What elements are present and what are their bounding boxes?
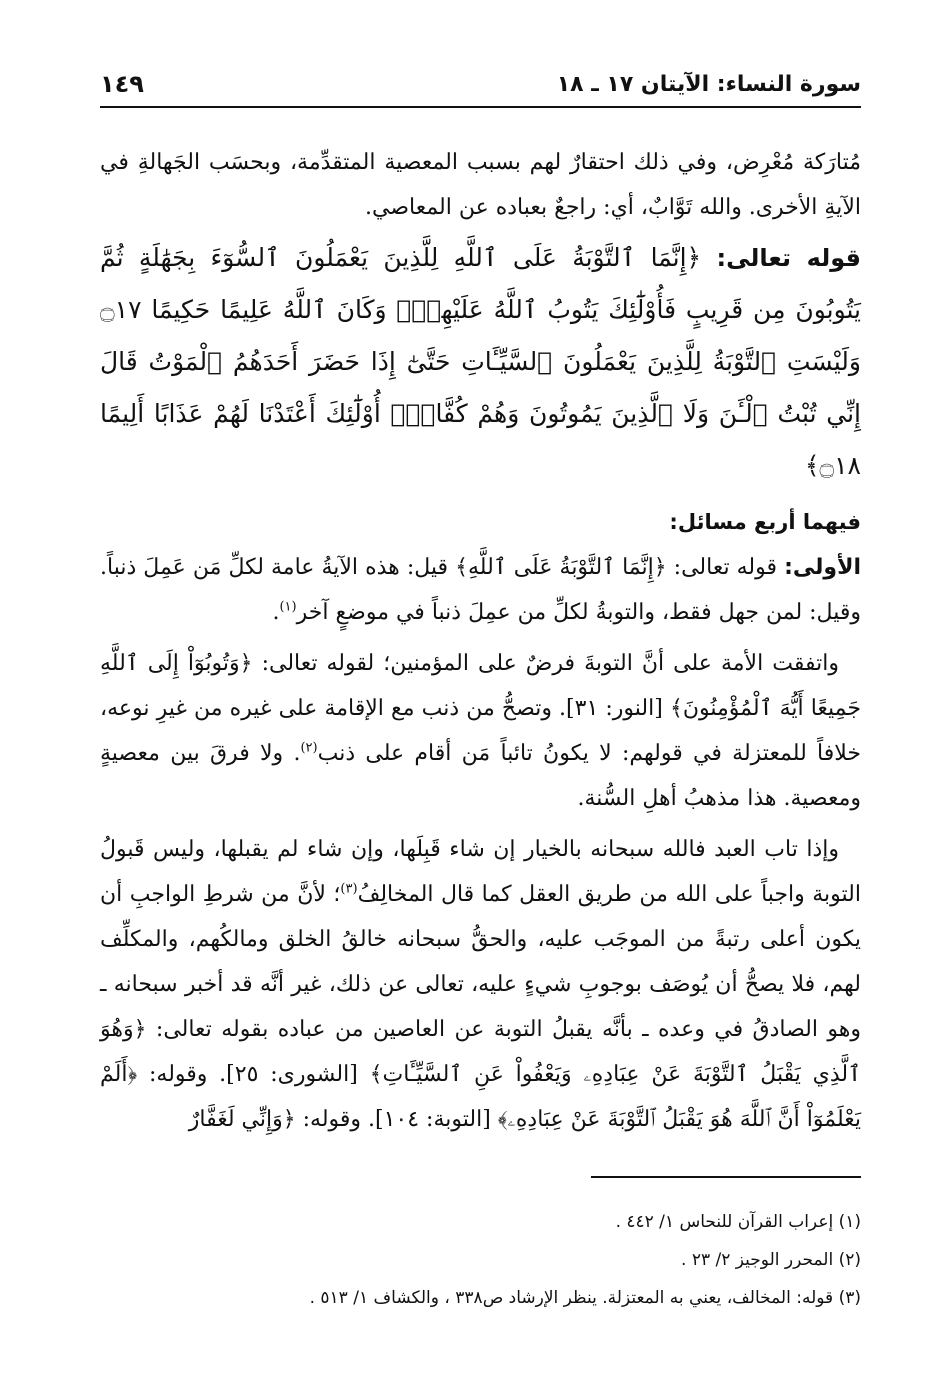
page-header [100,68,861,108]
issue-one [100,545,861,635]
paragraph-intro: مُتارَكة مُعْرِض، وفي ذلك احتقارٌ لهم بسبب المعصية المتقدِّمة، وبحسَب الجَهالةِ في الآيةِ الأخرى. والله تَوَّابٌ، أي: راجعٌ بعباده عن المعاصي. [100,150,861,220]
footnote-ref-1[interactable]: (١) [279,599,297,615]
issue-one-label: الأولى: [784,555,861,580]
footnotes [100,1203,861,1317]
ummah-text-b: . ولا فرقَ بين معصيةٍ ومعصية. هذا مذهبُ أهلِ السُّنة. [100,741,861,811]
main-text [100,140,861,1142]
issue-one-text: قوله تعالى: ﴿إِنَّمَا ٱلتَّوْبَةُ عَلَى ٱللَّهِ﴾ قيل: هذه الآيةُ عامة لكلِّ مَن عَمِلَ ذنباً. وقيل: لمن جهل فقط، والتوبةُ لكلِّ من عمِلَ ذنباً في موضعٍ آخر [100,555,861,625]
running-title: سورة النساء: الآيتان ١٧ ـ ١٨ [556,72,861,97]
footnote-rule [591,1176,861,1178]
verse-text: ﴿إِنَّمَا ٱلتَّوْبَةُ عَلَى ٱللَّهِ لِلَّذِينَ يَعْمَلُونَ ٱلسُّوٓءَ بِجَهَٰلَةٍ ثُمَّ يَتُوبُونَ مِن قَرِيبٍ فَأُوْلَٰٓئِكَ يَتُوبُ ٱللَّهُ عَلَيْهِمْۗ وَكَانَ ٱللَّهُ عَلِيمًا حَكِيمًا ۝١٧ وَلَيْسَتِ ٱلتَّوْبَةُ لِلَّذِينَ يَعْمَلُونَ ٱلسَّيِّـَٔاتِ حَتَّىٰٓ إِذَا حَضَرَ أَحَدَهُمُ ٱلْمَوْتُ قَالَ إِنِّي تُبْتُ ٱلْـَٔنَ وَلَا ٱلَّذِينَ يَمُوتُونَ وَهُمْ كُفَّارٌۚ أُوْلَٰٓئِكَ أَعْتَدْنَا لَهُمْ عَذَابًا أَلِيمًا ۝١٨﴾ [100,243,861,480]
header-rule [100,106,861,108]
footnote-1: (١) إعراب القرآن للنحاس ١/ ٤٤٢ . [615,1212,861,1232]
issue-one-end: . [272,600,280,625]
verse-block [100,232,861,492]
tawba-text-a: وإذا تاب العبد فالله سبحانه بالخيار إن شاء قَبِلَها، وإن شاء لم يقبلها، وليس قَبولُ التوبة واجباً على الله من طريق العقل كما قال المخالِفُ [100,837,862,907]
section-heading: فيهما أربع مسائل: [669,510,861,534]
footnote-2: (٢) المحرر الوجيز ٢/ ٢٣ . [681,1250,861,1270]
paragraph-tawba [100,827,861,1142]
verse-lead: قوله تعالى: [716,244,861,272]
footnote-ref-3[interactable]: (٣) [340,881,358,897]
page-number: ١٤٩ [100,70,144,98]
paragraph-ummah [100,641,861,821]
tawba-text-b: ؛ لأنَّ من شرطِ الواجبِ أن يكون أعلى رتبةً من الموجَب عليه، والحقُّ سبحانه خالقُ الخلق ومالكُهم، والمكلِّف لهم، فلا يصحُّ أن يُوصَف بوجوبِ شيءٍ عليه، تعالى عن ذلك، غير أنَّه قد أخبر سبحانه ـ وهو الصادقُ في وعده ـ بأنَّه يقبلُ التوبة عن العاصين من عباده بقوله تعالى: ﴿وَهُوَ ٱلَّذِي يَقْبَلُ ٱلتَّوْبَةَ عَنْ عِبَادِهِۦ وَيَعْفُواْ عَنِ ٱلسَّيِّـَٔاتِ﴾ [الشورى: ٢٥]. وقوله: ﴿أَلَمْ يَعْلَمُوٓاْ أَنَّ ٱللَّهَ هُوَ يَقْبَلُ ٱلتَّوْبَةَ عَنْ عِبَادِهِۦ﴾ [التوبة: ١٠٤]. وقوله: ﴿وَإِنِّي لَغَفَّارٌ [100,882,861,1132]
ummah-text-a: واتفقت الأمة على أنَّ التوبةَ فرضٌ على المؤمنين؛ لقوله تعالى: ﴿وَتُوبُوٓاْ إِلَى ٱللَّهِ جَمِيعًا أَيُّهَ ٱلْمُؤْمِنُونَ﴾ [النور: ٣١]. وتصحُّ من ذنب مع الإقامة على غيره من غيرِ نوعه، خلافاً للمعتزلة في قولهم: لا يكونُ تائباً مَن أقام على ذنب [100,651,861,766]
footnote-3: (٣) قوله: المخالف، يعني به المعتزلة. ينظر الإرشاد ص٣٣٨ ، والكشاف ١/ ٥١٣ . [309,1288,861,1308]
footnote-ref-2[interactable]: (٢) [300,740,318,756]
